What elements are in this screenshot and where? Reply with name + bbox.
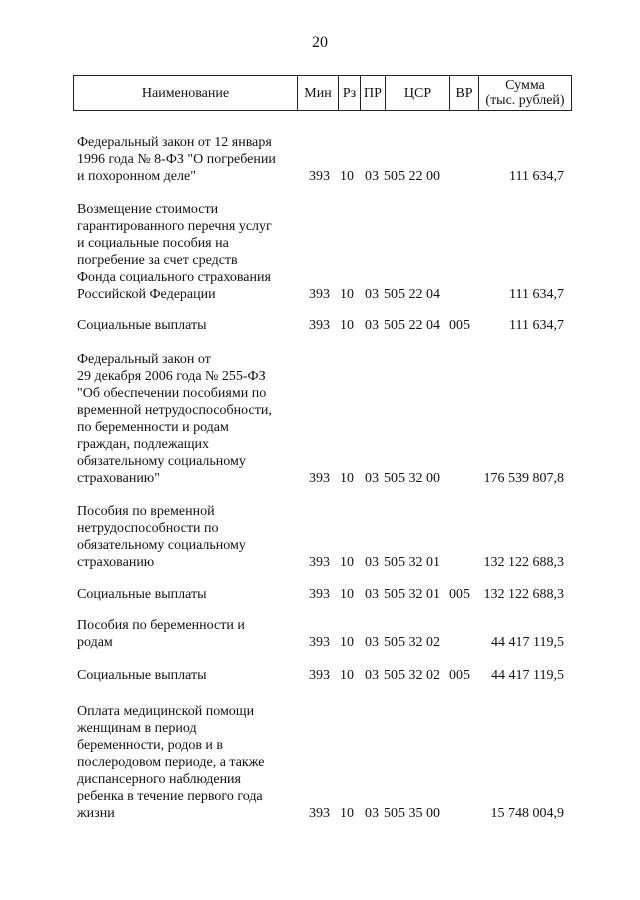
row-name: Пособия по временной нетрудоспособности по обязательному социальному страхованию: [77, 504, 246, 570]
row-pr: 03: [365, 318, 379, 333]
row-name: Пособия по беременности и родам: [77, 618, 245, 650]
row-rz: 10: [340, 555, 354, 570]
row-rz: 10: [340, 471, 354, 486]
row-pr: 03: [365, 169, 379, 184]
row-csr: 505 32 01: [384, 587, 440, 602]
row-rz: 10: [340, 587, 354, 602]
header-vr: ВР: [449, 76, 478, 110]
row-rz: 10: [340, 318, 354, 333]
row-name: Социальные выплаты: [77, 587, 207, 602]
row-name: Федеральный закон от 12 января 1996 года № 8-ФЗ "О погребении и похоронном деле": [77, 135, 276, 184]
row-min: 393: [309, 555, 330, 570]
row-csr: 505 22 04: [384, 318, 440, 333]
row-csr: 505 22 04: [384, 287, 440, 302]
row-pr: 03: [365, 471, 379, 486]
row-sum: 44 417 119,5: [491, 635, 564, 650]
row-sum: 132 122 688,3: [483, 587, 564, 602]
row-sum: 132 122 688,3: [483, 555, 564, 570]
row-vr: 005: [449, 587, 470, 602]
row-pr: 03: [365, 555, 379, 570]
row-min: 393: [309, 169, 330, 184]
row-name: Возмещение стоимости гарантированного перечня услуг и социальные пособия на погребение за счет средств Фонда социального страхования Российской Федерации: [77, 202, 272, 302]
row-pr: 03: [365, 587, 379, 602]
row-rz: 10: [340, 169, 354, 184]
row-name: Социальные выплаты: [77, 668, 207, 683]
row-min: 393: [309, 668, 330, 683]
header-pr: ПР: [360, 76, 385, 110]
row-sum: 111 634,7: [509, 169, 564, 184]
row-sum: 111 634,7: [509, 318, 564, 333]
header-min: Мин: [297, 76, 338, 110]
row-vr: 005: [449, 318, 470, 333]
row-sum: 176 539 807,8: [483, 471, 564, 486]
row-csr: 505 32 00: [384, 471, 440, 486]
row-min: 393: [309, 287, 330, 302]
row-pr: 03: [365, 806, 379, 821]
row-name: Оплата медицинской помощи женщинам в период беременности, родов и в послеродовом периоде, а также диспансерного наблюдения ребенка в течение первого года жизни: [77, 704, 265, 821]
row-rz: 10: [340, 668, 354, 683]
row-pr: 03: [365, 287, 379, 302]
page-number: 20: [312, 34, 328, 51]
header-name: Наименование: [141, 85, 230, 101]
row-name: Федеральный закон от 29 декабря 2006 года № 255-ФЗ "Об обеспечении пособиями по временной нетрудоспособности, по беременности и родам граждан, подлежащих обязательному социальному страхованию": [77, 352, 272, 486]
row-sum: 15 748 004,9: [490, 806, 564, 821]
row-rz: 10: [340, 806, 354, 821]
row-pr: 03: [365, 668, 379, 683]
header-sum-line1: Сумма: [505, 78, 545, 93]
row-rz: 10: [340, 635, 354, 650]
row-csr: 505 22 00: [384, 169, 440, 184]
row-min: 393: [309, 318, 330, 333]
row-sum: 111 634,7: [509, 287, 564, 302]
row-csr: 505 32 01: [384, 555, 440, 570]
row-sum: 44 417 119,5: [491, 668, 564, 683]
row-csr: 505 32 02: [384, 668, 440, 683]
row-name: Социальные выплаты: [77, 318, 207, 333]
row-csr: 505 35 00: [384, 806, 440, 821]
header-sum-line2: (тыс. рублей): [485, 93, 565, 108]
header-rz: Рз: [338, 76, 360, 110]
row-csr: 505 32 02: [384, 635, 440, 650]
row-min: 393: [309, 471, 330, 486]
row-vr: 005: [449, 668, 470, 683]
row-min: 393: [309, 635, 330, 650]
row-min: 393: [309, 806, 330, 821]
row-pr: 03: [365, 635, 379, 650]
row-rz: 10: [340, 287, 354, 302]
header-csr: ЦСР: [385, 76, 449, 110]
row-min: 393: [309, 587, 330, 602]
